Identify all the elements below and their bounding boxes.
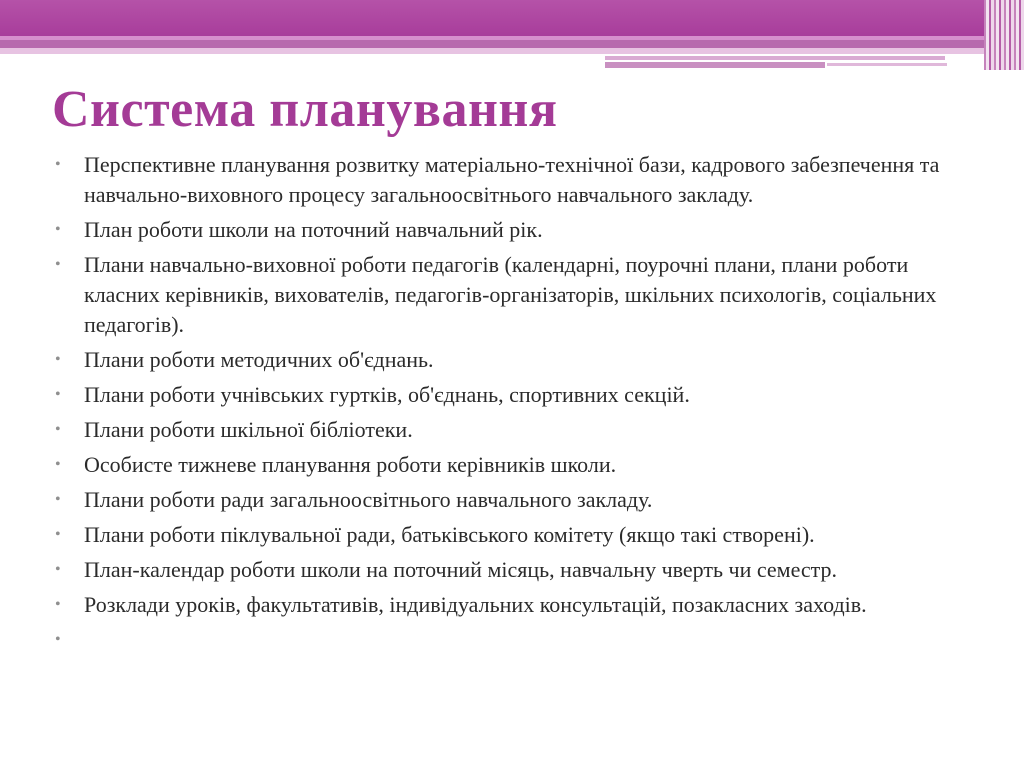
slide-title: Система планування bbox=[52, 81, 558, 138]
list-item bbox=[55, 485, 975, 515]
bullet-list bbox=[55, 150, 975, 648]
header-corner-stripes bbox=[984, 0, 1024, 70]
bullet-icon: • bbox=[55, 491, 61, 508]
list-item-text: Перспективне планування розвитку матеріально-технічної бази, кадрового забезпечення та навчально-виховного процесу загальноосвітнього навчального закладу. bbox=[84, 152, 940, 207]
bullet-icon: • bbox=[55, 351, 61, 368]
list-item-text: Особисте тижневе планування роботи керівників школи. bbox=[84, 452, 617, 477]
list-item bbox=[55, 450, 975, 480]
list-item bbox=[55, 250, 975, 340]
list-item bbox=[55, 380, 975, 410]
list-item bbox=[55, 150, 975, 210]
bullet-icon: • bbox=[55, 221, 61, 238]
list-item-text: Розклади уроків, факультативів, індивідуальних консультацій, позакласних заходів. bbox=[84, 592, 867, 617]
bullet-icon: • bbox=[55, 386, 61, 403]
header-band-mid bbox=[0, 40, 1024, 48]
list-item bbox=[55, 555, 975, 585]
bullet-icon: • bbox=[55, 596, 61, 613]
list-item-text: Плани навчально-виховної роботи педагогів (календарні, поурочні плани, плани роботи класних керівників, вихователів, педагогів-організаторів, шкільних психологів, соціальних педагогів). bbox=[84, 252, 937, 337]
header-band-light bbox=[0, 48, 1024, 54]
header-accent-line bbox=[605, 56, 945, 60]
list-item bbox=[55, 415, 975, 445]
bullet-icon: • bbox=[55, 631, 61, 648]
list-item bbox=[55, 215, 975, 245]
list-item-text: Плани роботи методичних об'єднань. bbox=[84, 347, 434, 372]
list-item bbox=[55, 520, 975, 550]
list-item bbox=[55, 345, 975, 375]
bullet-icon: • bbox=[55, 456, 61, 473]
list-item-text: Плани роботи учнівських гуртків, об'єднань, спортивних секцій. bbox=[84, 382, 690, 407]
list-item-text: План роботи школи на поточний навчальний рік. bbox=[84, 217, 543, 242]
header-accent-line bbox=[605, 62, 825, 68]
list-item-text: План-календар роботи школи на поточний місяць, навчальну чверть чи семестр. bbox=[84, 557, 838, 582]
bullet-icon: • bbox=[55, 526, 61, 543]
list-item-text: Плани роботи піклувальної ради, батьківського комітету (якщо такі створені). bbox=[84, 522, 815, 547]
bullet-icon: • bbox=[55, 156, 61, 173]
list-item bbox=[55, 590, 975, 620]
bullet-icon: • bbox=[55, 421, 61, 438]
header-accent-line bbox=[827, 63, 947, 66]
list-item-text: Плани роботи ради загальноосвітнього навчального закладу. bbox=[84, 487, 653, 512]
list-item-text: Плани роботи шкільної бібліотеки. bbox=[84, 417, 413, 442]
bullet-icon: • bbox=[55, 256, 61, 273]
header-band-top bbox=[0, 0, 1024, 36]
bullet-icon: • bbox=[55, 561, 61, 578]
